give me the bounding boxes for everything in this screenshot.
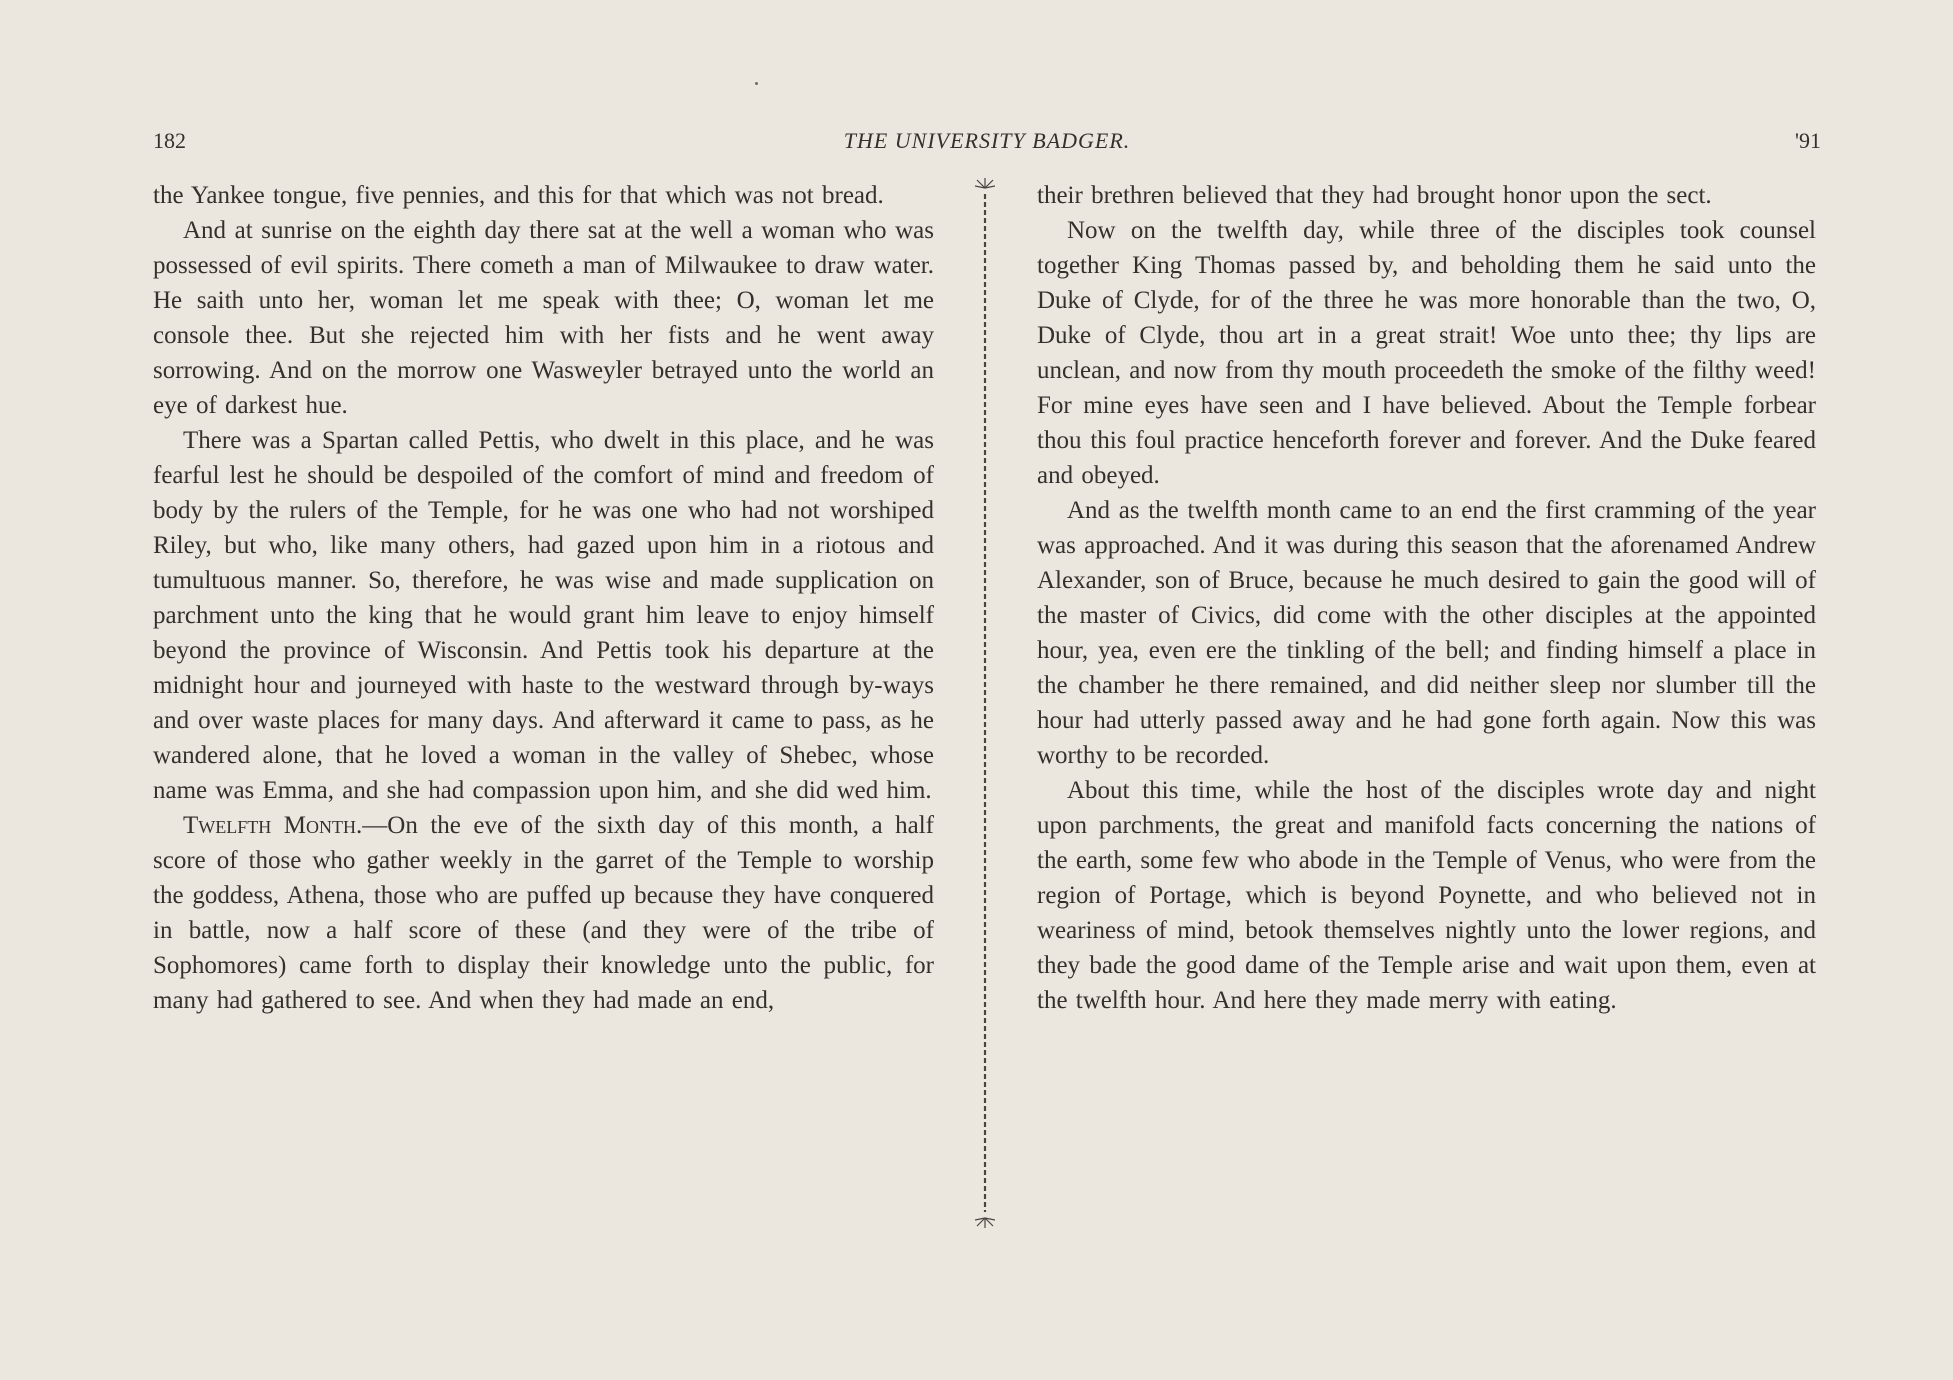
paragraph: their brethren believed that they had brought honor upon the sect. bbox=[1037, 182, 1712, 209]
running-title: THE UNIVERSITY BADGER. bbox=[843, 128, 1131, 153]
paper-speck bbox=[755, 82, 758, 85]
paragraph: There was a Spartan called Pettis, who dwelt in this place, and he was fearful lest he should be despoiled of the comfort of mind and freedom of body by the rulers of the Temple, for he was one who had not worshiped Riley, but who, like many others, had gazed upon him in a riotous and tumultuous manner. So, therefore, he was wise and made supplication on parchment unto the king that he would grant him leave to enjoy himself beyond the province of Wisconsin. And Pettis took his departure at the midnight hour and journeyed with haste to the westward through by-ways and over waste places for many days. And afterward it came to pass, as he wandered alone, that he loved a woman in the valley of Shebec, whose name was Emma, and she had compassion upon him, and she did wed him. bbox=[153, 427, 934, 804]
page-number: 182 bbox=[153, 128, 186, 153]
paragraph-text: —On the eve of the sixth day of this month, a half score of those who gather weekly in the garret of the Temple to worship the goddess, Athena, those who are puffed up because they have conquered in battle, now a half score of these (and they were of the tribe of Sophomores) came forth to display their knowledge unto the public, for many had gathered to see. And when they had made an end, bbox=[153, 812, 934, 1014]
paragraph: About this time, while the host of the disciples wrote day and night upon parchments, the great and manifold facts concerning the nations of the earth, some few who abode in the Temple of Venus, who were from the region of Portage, which is beyond Poynette, and who believed not in weariness of mind, betook themselves nightly unto the lower regions, and they bade the good dame of the Temple arise and wait upon them, even at the twelfth hour. And here they made merry with eating. bbox=[1037, 777, 1816, 1014]
left-column bbox=[153, 178, 934, 1018]
right-column bbox=[1037, 178, 1816, 1018]
class-year: '91 bbox=[1795, 128, 1821, 153]
page-header bbox=[153, 124, 1821, 158]
column-divider-ornament bbox=[975, 178, 995, 1228]
paragraph: And at sunrise on the eighth day there sat at the well a woman who was possessed of evil spirits. There cometh a man of Milwaukee to draw water. He saith unto her, woman let me speak with thee; O, woman let me console thee. But she rejected him with her fists and he went away sorrowing. And on the morrow one Wasweyler betrayed unto the world an eye of darkest hue. bbox=[153, 217, 934, 419]
paragraph-twelfth-month bbox=[153, 808, 934, 1018]
section-heading: Twelfth Month. bbox=[183, 812, 363, 839]
paragraph: And as the twelfth month came to an end the first cramming of the year was approached. And it was during this season that the aforenamed Andrew Alexander, son of Bruce, because he much desired to gain the good will of the master of Civics, did come with the other disciples at the appointed hour, yea, even ere the tinkling of the bell; and finding himself a place in the chamber he there remained, and did neither sleep nor slumber till the hour had utterly passed away and he had gone forth again. Now this was worthy to be recorded. bbox=[1037, 497, 1816, 769]
paragraph: the Yankee tongue, five pennies, and this for that which was not bread. bbox=[153, 182, 884, 209]
paragraph: Now on the twelfth day, while three of the disciples took counsel together King Thomas passed by, and beholding them he said unto the Duke of Clyde, for of the three he was more honorable than the two, O, Duke of Clyde, thou art in a great strait! Woe unto thee; thy lips are unclean, and now from thy mouth proceedeth the smoke of the filthy weed! For mine eyes have seen and I have believed. About the Temple forbear thou this foul practice henceforth forever and forever. And the Duke feared and obeyed. bbox=[1037, 217, 1816, 489]
